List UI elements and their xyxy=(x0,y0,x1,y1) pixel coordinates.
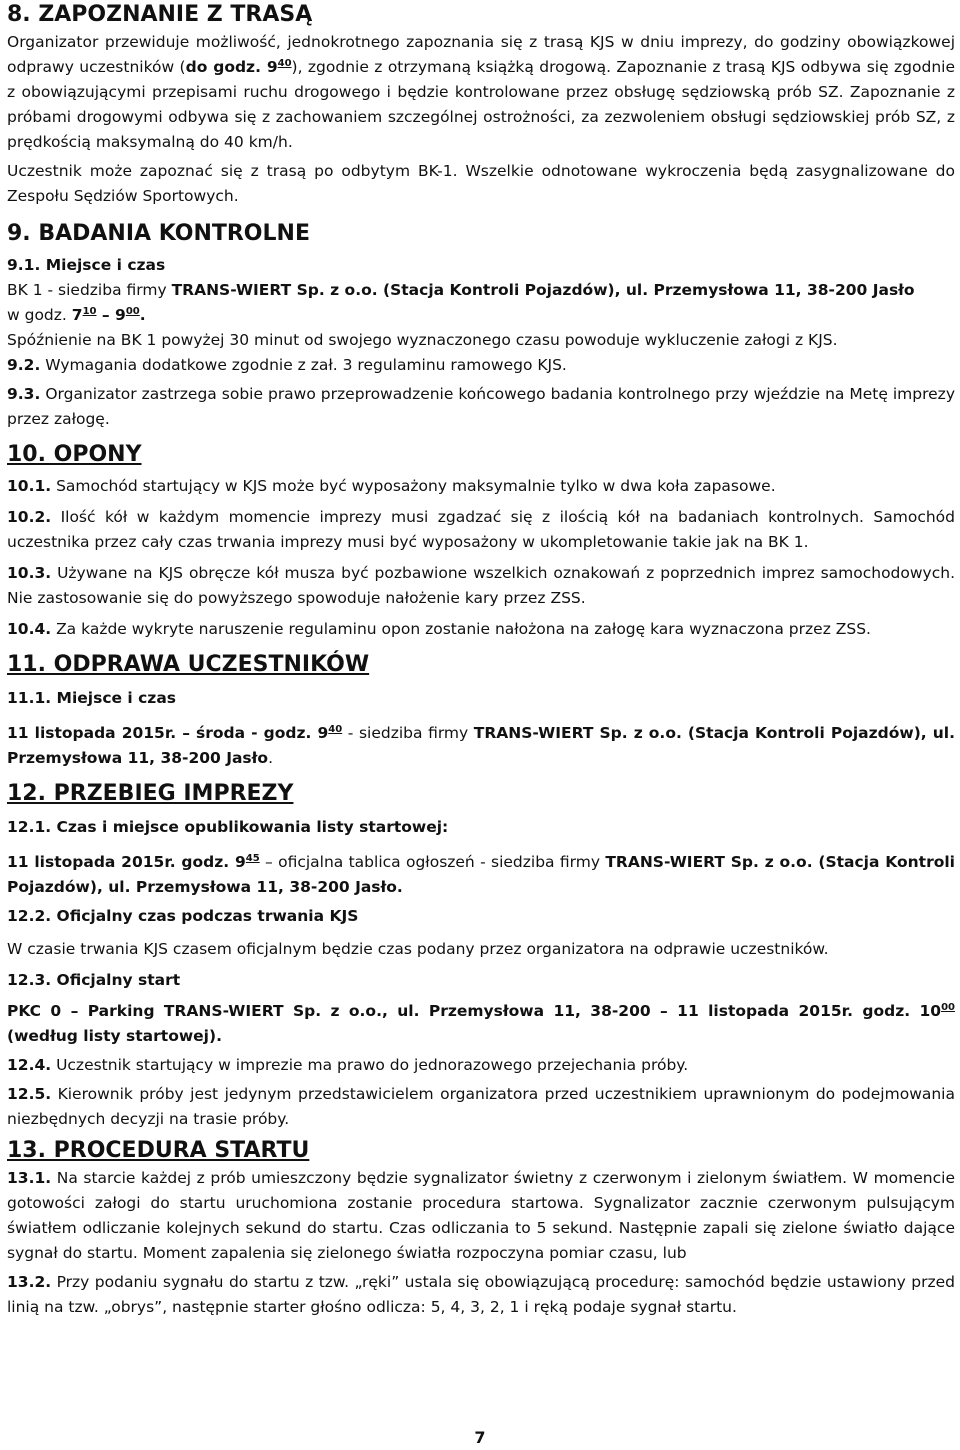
page-number: 7 xyxy=(474,1428,486,1447)
text-bold: TRANS-WIERT Sp. z o.o. (Stacja Kontroli Pojazdów), ul. Przemysłowa 11, 38-200 Jasło. xyxy=(7,853,955,896)
clause-number: 9.2. xyxy=(7,356,41,374)
subsection-9-1-heading: 9.1. Miejsce i czas xyxy=(7,256,166,274)
time-superscript: 40 xyxy=(328,723,343,735)
section-9-3-paragraph xyxy=(7,382,955,432)
time: 7 xyxy=(71,306,83,324)
clause-number: 12.5. xyxy=(7,1085,52,1103)
text: Używane na KJS obręcze kół musza być pozbawione wszelkich oznakowań z poprzednich imprez samochodowych. Nie zastosowanie się do powyższego spowoduje nałożenie kary przez ZSS. xyxy=(7,564,955,607)
text-bold: TRANS-WIERT Sp. z o.o. (Stacja Kontroli Pojazdów), ul. Przemysłowa 11, 38-200 Jasło xyxy=(7,724,955,767)
date-time: 11 listopada 2015r. – środa - godz. 9 xyxy=(7,724,329,742)
section-9-1-paragraph xyxy=(7,278,955,328)
text: BK 1 - siedziba firmy xyxy=(7,281,172,299)
text: Organizator zastrzega sobie prawo przeprowadzenie końcowego badania kontrolnego przy wjeździe na Metę imprezy przez załogę. xyxy=(7,385,955,428)
text: ), zgodnie z otrzymaną książką drogową. Zapoznanie z trasą KJS odbywa się zgodnie z obowiązującymi przepisami ruchu drogowego i będzie kontrolowane przez obsługę sędziowską prób SZ. Zapoznanie z próbami drogowymi odbywa się z zachowaniem szczególnej ostrożności, za zezwoleniem obsługi sędziowskiej prób SZ, z prędkością maksymalną do 40 km/h. xyxy=(7,58,955,151)
clause-number: 10.1. xyxy=(7,477,52,495)
document-page xyxy=(7,0,955,1320)
clause-number: 10.2. xyxy=(7,508,52,526)
section-11-title-text: 11. ODPRAWA UCZESTNIKÓW xyxy=(7,652,370,677)
date-time: 11 listopada 2015r. godz. 9 xyxy=(7,853,246,871)
text: Uczestnik startujący w imprezie ma prawo do jednorazowego przejechania próby. xyxy=(51,1056,689,1074)
section-9-1-paragraph-2: Spóźnienie na BK 1 powyżej 30 minut od swojego wyznaczonego czasu powoduje wykluczenie załogi z KJS. xyxy=(7,331,838,349)
text: Organizator przewiduje możliwość, jednokrotnego zapoznania się z trasą KJS w dniu imprezy, do godziny obowiązkowej odprawy uczestników ( xyxy=(7,33,955,76)
text-bold: do godz. 9 xyxy=(185,58,278,76)
text: Ilość kół w każdym momencie imprezy musi zgadzać się z ilością kół na badaniach kontrolnych. Samochód uczestnika przez cały czas trwania imprezy musi być wyposażony w ukompletowanie takie jak na BK 1. xyxy=(7,508,955,551)
subsection-12-1-heading: 12.1. Czas i miejsce opublikowania listy startowej: xyxy=(7,818,449,836)
section-13-1-paragraph xyxy=(7,1166,955,1266)
section-12-2-paragraph: W czasie trwania KJS czasem oficjalnym będzie czas podany przez organizatora na odprawie uczestników. xyxy=(7,940,829,958)
time-superscript: 00 xyxy=(125,305,140,317)
section-12-5-paragraph xyxy=(7,1082,955,1132)
section-8-paragraph-1 xyxy=(7,30,955,155)
clause-number: 13.2. xyxy=(7,1273,52,1291)
section-10-3-paragraph xyxy=(7,561,955,611)
time: 9 xyxy=(115,306,126,324)
section-9-title: 9. BADANIA KONTROLNE xyxy=(7,221,310,246)
section-10-title xyxy=(7,440,955,470)
time-superscript: 00 xyxy=(941,1001,955,1013)
subsection-12-2-heading: 12.2. Oficjalny czas podczas trwania KJS xyxy=(7,907,359,925)
dash: – xyxy=(96,306,116,324)
text: Za każde wykryte naruszenie regulaminu opon zostanie nałożona na załogę kara wyznaczona przez ZSS. xyxy=(51,620,871,638)
section-8-title: 8. ZAPOZNANIE Z TRASĄ xyxy=(7,2,313,27)
text: – oficjalna tablica ogłoszeń - siedziba firmy xyxy=(259,853,606,871)
subsection-11-1-heading: 11.1. Miejsce i czas xyxy=(7,689,177,707)
time-superscript: 45 xyxy=(245,852,260,864)
section-13-title-text: 13. PROCEDURA STARTU xyxy=(7,1138,310,1163)
time-superscript: 10 xyxy=(82,305,97,317)
text-end: . xyxy=(139,306,146,324)
clause-number: 13.1. xyxy=(7,1169,52,1187)
text: Przy podaniu sygnału do startu z tzw. „ręki” ustala się obowiązującą procedurę: samochód będzie ustawiony przed linią na tzw. „obrys”, następnie starter głośno odlicza: 5, 4, 3, 2, 1 i ręką podaje sygnał startu. xyxy=(7,1273,955,1316)
text-end: . xyxy=(268,749,273,767)
section-12-4-paragraph xyxy=(7,1053,955,1078)
text-bold: TRANS-WIERT Sp. z o.o. (Stacja Kontroli Pojazdów), ul. Przemysłowa 11, 38-200 Jasło xyxy=(171,281,915,299)
text: - siedziba firmy xyxy=(342,724,474,742)
section-13-title xyxy=(7,1136,955,1166)
clause-number: 10.3. xyxy=(7,564,52,582)
section-10-title-text: 10. OPONY xyxy=(7,442,142,467)
text: Na starcie każdej z prób umieszczony będzie sygnalizator świetny z czerwonym i zielonym światłem. W momencie gotowości załogi do startu uruchomiona zostanie procedura startowa. Sygnalizator zacznie czerwonym pulsującym światłem odliczanie kolejnych sekund do startu. Czas odliczania to 5 sekund. Następnie zapali się zielone światło dające sygnał do startu. Moment zapalenia się zielonego światła rozpoczyna pomiar czasu, lub xyxy=(7,1169,955,1262)
section-12-title xyxy=(7,779,955,809)
text: Samochód startujący w KJS może być wyposażony maksymalnie tylko w dwa koła zapasowe. xyxy=(51,477,776,495)
section-13-2-paragraph xyxy=(7,1270,955,1320)
text-bold: (według listy startowej). xyxy=(7,1027,222,1045)
section-8-paragraph-2: Uczestnik może zapoznać się z trasą po odbytym BK-1. Wszelkie odnotowane wykroczenia będą zasygnalizowane do Zespołu Sędziów Sportowych. xyxy=(7,162,955,205)
section-10-4-paragraph xyxy=(7,617,955,642)
section-10-1-paragraph xyxy=(7,474,955,499)
section-12-3-paragraph xyxy=(7,999,955,1049)
section-12-1-paragraph xyxy=(7,850,955,900)
subsection-12-3-heading: 12.3. Oficjalny start xyxy=(7,971,181,989)
section-10-2-paragraph xyxy=(7,505,955,555)
section-9-2-paragraph xyxy=(7,353,955,378)
section-11-title xyxy=(7,650,955,680)
text: w godz. xyxy=(7,306,72,324)
text: Wymagania dodatkowe zgodnie z zał. 3 regulaminu ramowego KJS. xyxy=(40,356,567,374)
text: Kierownik próby jest jedynym przedstawicielem organizatora przed uczestnikiem uprawnionym do podejmowania niezbędnych decyzji na trasie próby. xyxy=(7,1085,955,1128)
clause-number: 12.4. xyxy=(7,1056,52,1074)
time-superscript: 40 xyxy=(277,57,292,69)
text-bold: PKC 0 – Parking TRANS-WIERT Sp. z o.o., ul. Przemysłowa 11, 38-200 – 11 listopada 2015r. godz. 10 xyxy=(7,1002,942,1020)
section-12-title-text: 12. PRZEBIEG IMPREZY xyxy=(7,781,294,806)
section-11-1-paragraph xyxy=(7,721,955,771)
clause-number: 9.3. xyxy=(7,385,41,403)
clause-number: 10.4. xyxy=(7,620,52,638)
